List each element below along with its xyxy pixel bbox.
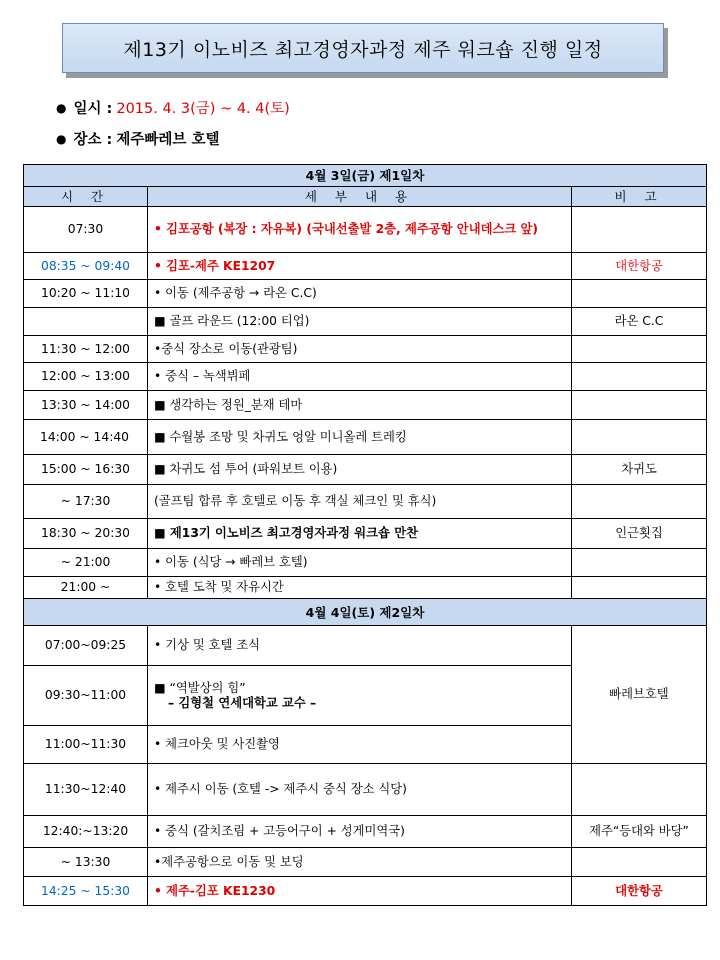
content-cell: • 체크아웃 및 사진촬영 <box>148 726 572 764</box>
note-cell: 대한항공 <box>572 877 707 906</box>
content-cell: • 호텔 도착 및 자유시간 <box>148 577 572 599</box>
time-cell: 13:30 ~ 14:00 <box>24 391 148 420</box>
time-cell: 08:35 ~ 09:40 <box>24 253 148 280</box>
page-title <box>62 23 664 73</box>
table-row <box>24 577 707 599</box>
time-cell: 07:30 <box>24 207 148 253</box>
note-cell <box>572 280 707 308</box>
content-cell: • 기상 및 호텔 조식 <box>148 626 572 666</box>
content-cell: •제주공항으로 이동 및 보딩 <box>148 848 572 877</box>
time-cell: 12:40:~13:20 <box>24 816 148 848</box>
time-cell: 11:00~11:30 <box>24 726 148 764</box>
day1-header-row <box>24 165 707 187</box>
merged-note-cell: 빠레브호텔 <box>572 626 707 764</box>
note-cell <box>572 391 707 420</box>
table-row <box>24 485 707 519</box>
content-cell: • 중식 – 녹색뷔페 <box>148 363 572 391</box>
time-cell: 14:00 ~ 14:40 <box>24 420 148 455</box>
date-value: 2015. 4. 3(금) ~ 4. 4(토) <box>116 101 290 117</box>
content-cell: • 김포공항 (복장 : 자유복) (국내선출발 2층, 제주공항 안내데스크 앞) <box>148 207 572 253</box>
content-cell: • 제주시 이동 (호텔 -> 제주시 중식 장소 식당) <box>148 764 572 816</box>
content-sub: – 김형철 연세대학교 교수 – <box>168 695 317 710</box>
info-place <box>56 128 219 149</box>
table-row <box>24 280 707 308</box>
place-label: 장소 : <box>73 132 113 148</box>
content-cell: • 중식 (갈치조림 + 고등어구이 + 성게미역국) <box>148 816 572 848</box>
time-cell: 07:00~09:25 <box>24 626 148 666</box>
table-row <box>24 363 707 391</box>
note-cell <box>572 549 707 577</box>
time-cell: 11:30 ~ 12:00 <box>24 336 148 363</box>
content-main: ■ “역발상의 힘” <box>154 680 246 695</box>
table-row <box>24 391 707 420</box>
table-row <box>24 420 707 455</box>
note-cell <box>572 420 707 455</box>
schedule-table <box>23 164 707 906</box>
time-cell: 09:30~11:00 <box>24 666 148 726</box>
content-cell: • 김포-제주 KE1207 <box>148 253 572 280</box>
note-cell <box>572 764 707 816</box>
table-row <box>24 308 707 336</box>
time-cell: ~ 17:30 <box>24 485 148 519</box>
column-header-time: 시 간 <box>24 187 148 207</box>
time-cell: 12:00 ~ 13:00 <box>24 363 148 391</box>
content-cell: ■ 생각하는 정원_분재 테마 <box>148 391 572 420</box>
table-row <box>24 253 707 280</box>
day2-header: 4월 4일(토) 제2일차 <box>24 599 707 626</box>
content-cell: ■ 제13기 이노비즈 최고경영자과정 워크숍 만찬 <box>148 519 572 549</box>
note-cell: 대한항공 <box>572 253 707 280</box>
time-cell: 14:25 ~ 15:30 <box>24 877 148 906</box>
bullet-icon: ● <box>56 100 67 115</box>
content-cell: • 이동 (식당 → 빠레브 호텔) <box>148 549 572 577</box>
table-row <box>24 455 707 485</box>
note-cell <box>572 363 707 391</box>
content-cell: • 이동 (제주공항 → 라온 C.C) <box>148 280 572 308</box>
table-row <box>24 816 707 848</box>
info-date <box>56 97 290 118</box>
bullet-icon: ● <box>56 131 67 146</box>
table-row <box>24 848 707 877</box>
note-cell <box>572 207 707 253</box>
note-cell <box>572 577 707 599</box>
content-cell: •중식 장소로 이동(관광팀) <box>148 336 572 363</box>
content-cell: (골프팀 합류 후 호텔로 이동 후 객실 체크인 및 휴식) <box>148 485 572 519</box>
time-cell: ~ 13:30 <box>24 848 148 877</box>
note-cell: 라온 C.C <box>572 308 707 336</box>
column-header-row <box>24 187 707 207</box>
table-row <box>24 336 707 363</box>
content-cell: ■ 차귀도 섬 투어 (파워보트 이용) <box>148 455 572 485</box>
table-row <box>24 764 707 816</box>
day1-header: 4월 3일(금) 제1일차 <box>24 165 707 187</box>
content-cell: ■ 골프 라운드 (12:00 티업) <box>148 308 572 336</box>
day2-header-row <box>24 599 707 626</box>
time-cell: ~ 21:00 <box>24 549 148 577</box>
note-cell: 인근횟집 <box>572 519 707 549</box>
note-cell <box>572 336 707 363</box>
table-row <box>24 549 707 577</box>
content-cell <box>148 666 572 726</box>
column-header-note: 비 고 <box>572 187 707 207</box>
content-cell: • 제주-김포 KE1230 <box>148 877 572 906</box>
time-cell <box>24 308 148 336</box>
note-cell: 제주“등대와 바당” <box>572 816 707 848</box>
note-cell: 차귀도 <box>572 455 707 485</box>
time-cell: 21:00 ~ <box>24 577 148 599</box>
table-row <box>24 626 707 666</box>
table-row <box>24 519 707 549</box>
note-cell <box>572 848 707 877</box>
content-cell: ■ 수월봉 조망 및 차귀도 엉알 미니올레 트레킹 <box>148 420 572 455</box>
note-cell <box>572 485 707 519</box>
table-row <box>24 207 707 253</box>
time-cell: 11:30~12:40 <box>24 764 148 816</box>
date-label: 일시 : <box>73 101 113 117</box>
table-row <box>24 877 707 906</box>
time-cell: 15:00 ~ 16:30 <box>24 455 148 485</box>
time-cell: 10:20 ~ 11:10 <box>24 280 148 308</box>
time-cell: 18:30 ~ 20:30 <box>24 519 148 549</box>
column-header-content: 세 부 내 용 <box>148 187 572 207</box>
place-value: 제주빠레브 호텔 <box>116 132 220 148</box>
page-title-text: 제13기 이노비즈 최고경영자과정 제주 워크숍 진행 일정 <box>123 38 603 61</box>
